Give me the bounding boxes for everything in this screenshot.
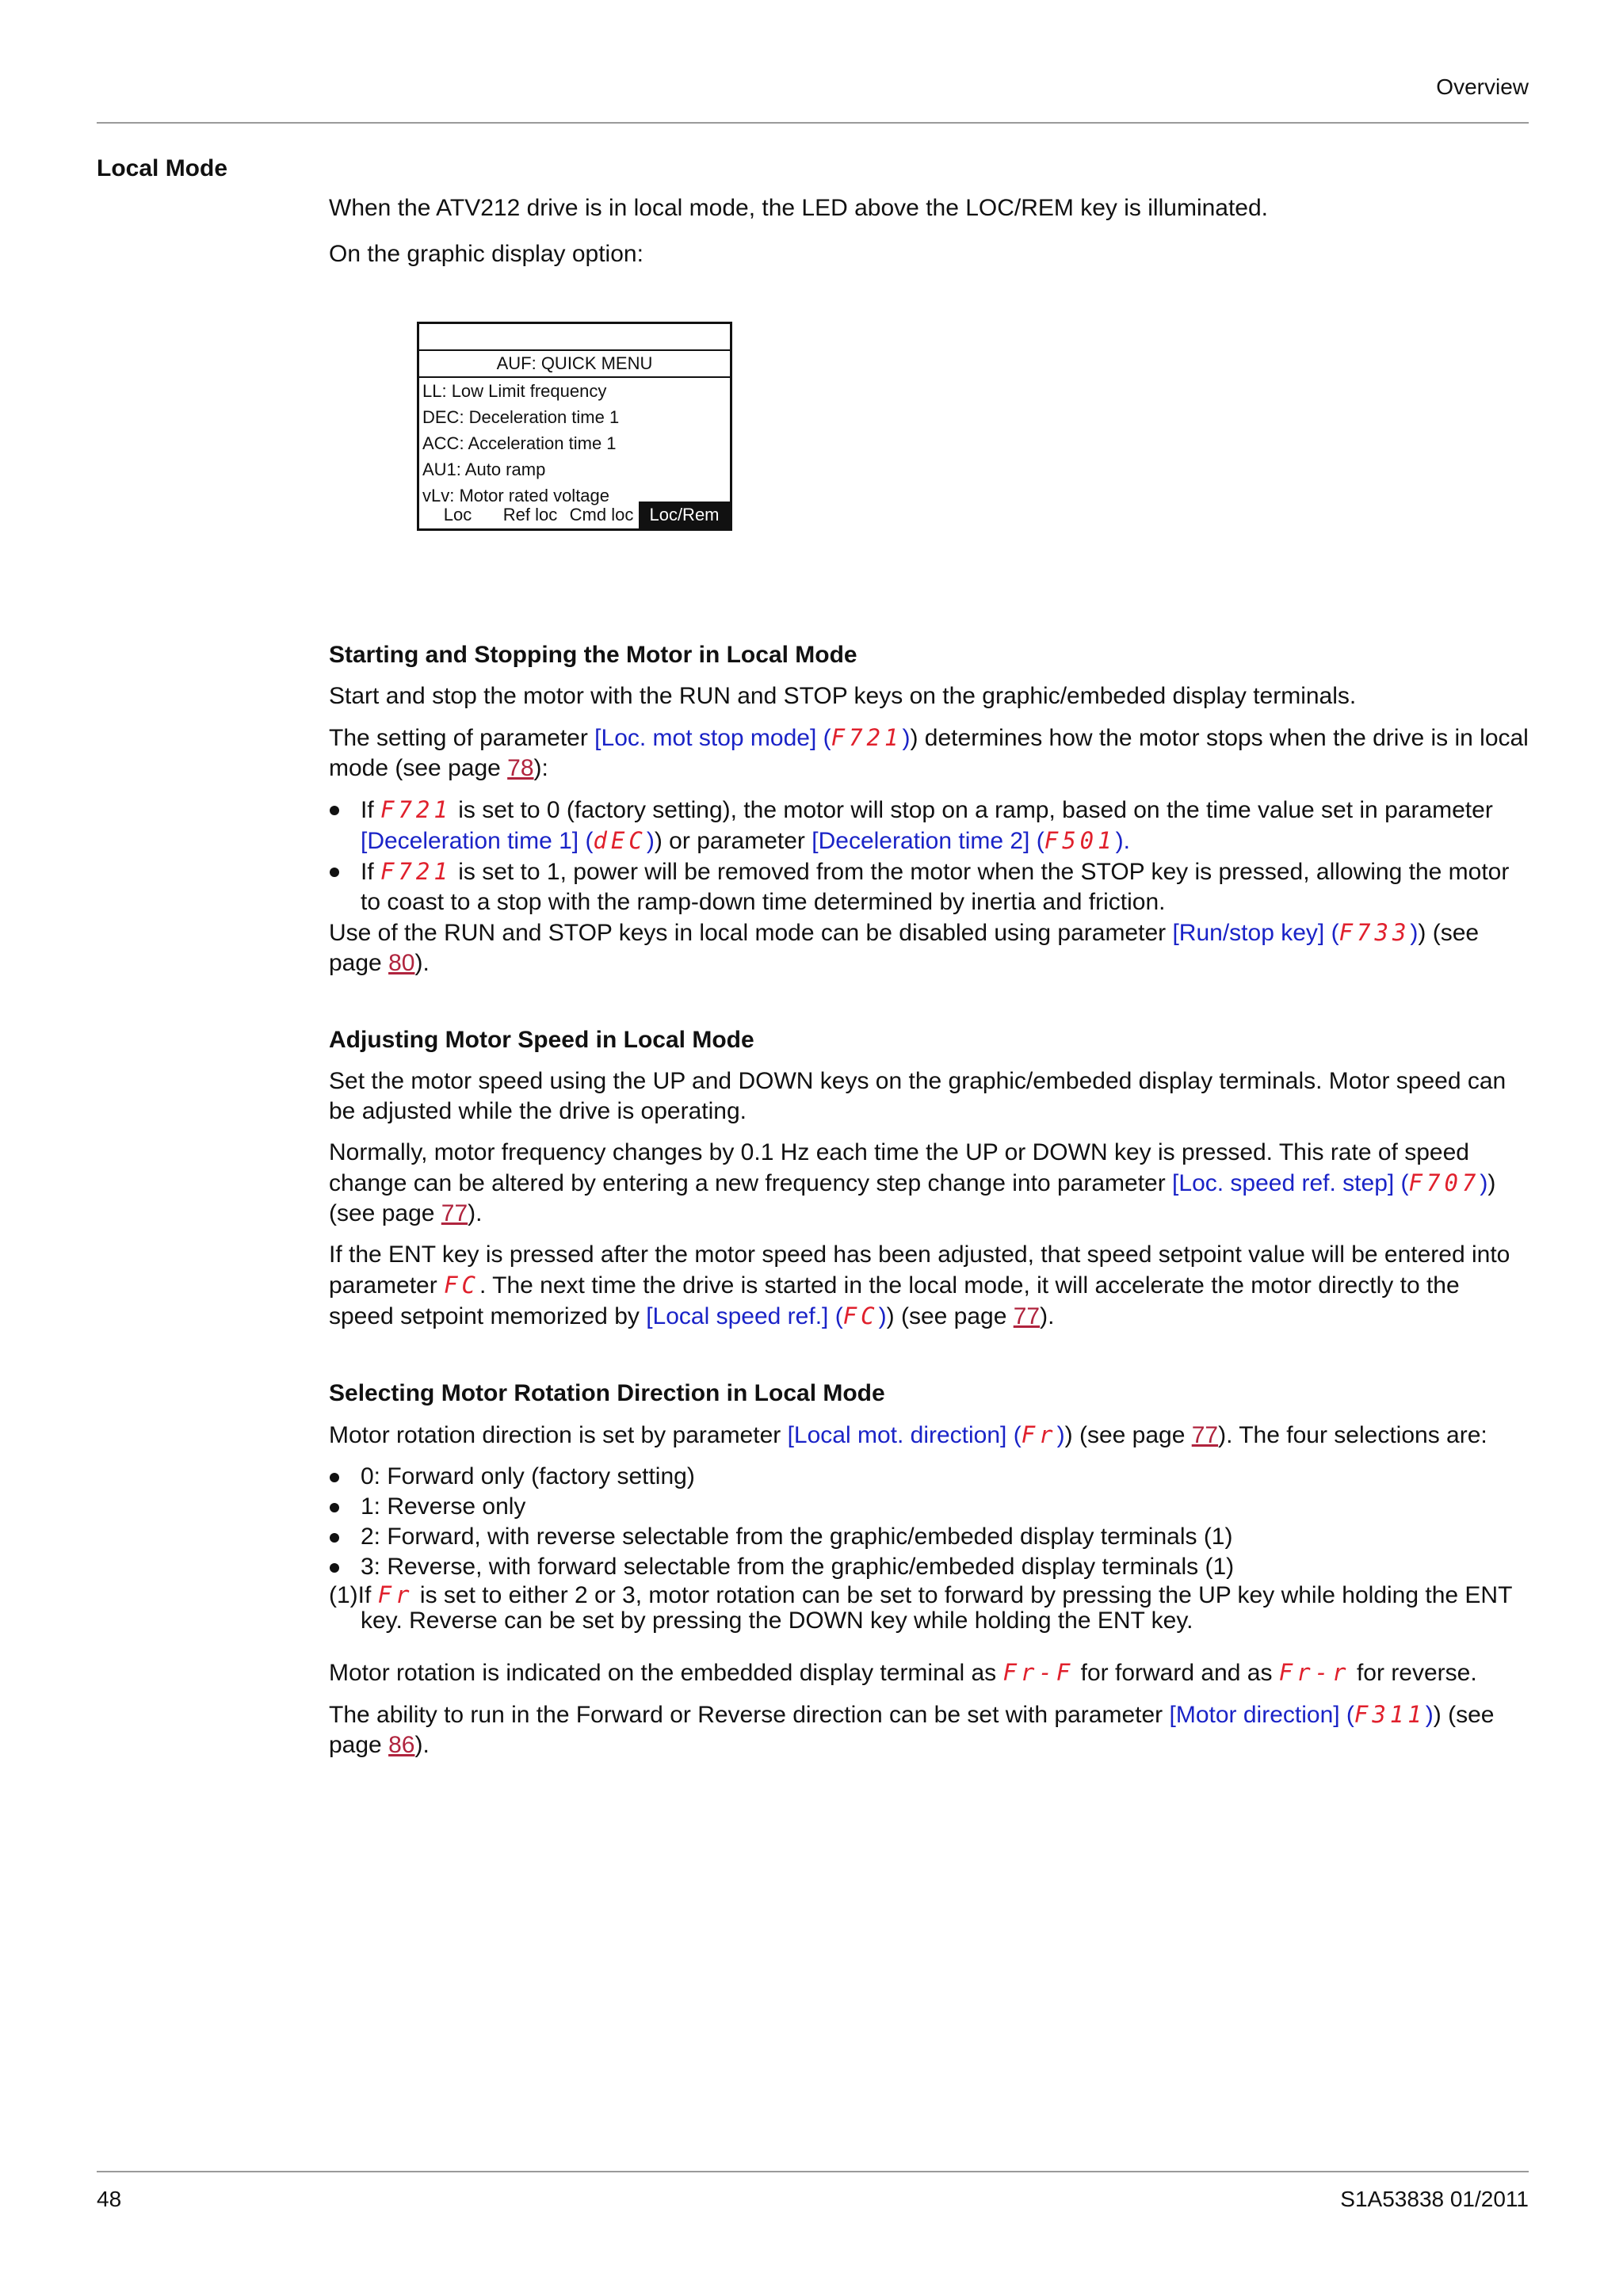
section-title-local-mode: Local Mode	[97, 155, 228, 181]
paragraph-speed-step: Normally, motor frequency changes by 0.1 Hz each time the UP or DOWN key is pressed. This rate of speed change can be altered by entering a new frequency step change into parameter [Loc. speed ref. step] (F707)) (see page 77).	[329, 1139, 1496, 1226]
local-mode-intro	[329, 193, 1529, 269]
footnote: (1)If Fr is set to either 2 or 3, motor rotation can be set to forward by pressing the UP key while holding the ENT key. Reverse can be set by pressing the DOWN key while holding the ENT key.	[329, 1581, 1512, 1634]
list-item: 0: Forward only (factory setting)	[329, 1462, 1529, 1492]
paragraph-direction-param: Motor rotation direction is set by parameter [Local mot. direction] (Fr)) (see page 77). The four selections are:	[329, 1421, 1487, 1448]
paragraph-motor-direction: The ability to run in the Forward or Reverse direction can be set with parameter [Motor direction] (F311)) (see page 86).	[329, 1701, 1495, 1758]
display-footer-loc: Loc	[443, 505, 472, 524]
display-footer-bar	[419, 502, 730, 528]
footer-rule	[97, 2171, 1529, 2172]
parameter-code: F721	[380, 796, 452, 823]
heading-starting-stopping: Starting and Stopping the Motor in Local Mode	[329, 642, 857, 668]
heading-adjusting-speed: Adjusting Motor Speed in Local Mode	[329, 1027, 754, 1053]
footer-doc-reference: S1A53838 01/2011	[1340, 2187, 1529, 2211]
paragraph: Start and stop the motor with the RUN and STOP keys on the graphic/embeded display terminals.	[329, 683, 1357, 709]
parameter-link[interactable]: [Local mot. direction]	[787, 1422, 1007, 1448]
parameter-code: F733	[1338, 919, 1411, 946]
stop-mode-list	[329, 795, 1529, 917]
section-adjusting-speed	[329, 1025, 1529, 1332]
paragraph-direction-indication: Motor rotation is indicated on the embedded display terminal as Fr-F for forward and as Fr-r for reverse.	[329, 1659, 1477, 1686]
parameter-code: Fr-F	[1002, 1659, 1075, 1686]
parameter-code: Fr	[377, 1581, 414, 1608]
graphic-option-paragraph: On the graphic display option:	[329, 241, 643, 267]
list-item: 2: Forward, with reverse selectable from the graphic/embeded display terminals (1)	[329, 1522, 1529, 1552]
page-link[interactable]: 86	[388, 1732, 415, 1758]
parameter-code: dEC	[593, 827, 647, 854]
section-starting-stopping	[329, 640, 1529, 978]
paragraph-stop-mode: The setting of parameter [Loc. mot stop mode] (F721)) determines how the motor stops when the drive is in local mode (see page 78):	[329, 724, 1529, 781]
display-menu-row: DEC: Deceleration time 1	[422, 407, 620, 427]
list-item: 1: Reverse only	[329, 1492, 1529, 1522]
parameter-code: Fr-r	[1278, 1659, 1350, 1686]
display-menu-row: ACC: Acceleration time 1	[422, 433, 617, 453]
paragraph-run-stop-key: Use of the RUN and STOP keys in local mode can be disabled using parameter [Run/stop key] (F733)) (see page 80).	[329, 919, 1480, 976]
parameter-link[interactable]: [Loc. speed ref. step]	[1172, 1170, 1395, 1196]
page-link[interactable]: 78	[507, 755, 534, 781]
display-menu-row: vLv: Motor rated voltage	[422, 486, 610, 505]
intro-paragraph: When the ATV212 drive is in local mode, the LED above the LOC/REM key is illuminated.	[329, 195, 1269, 221]
display-menu-row: LL: Low Limit frequency	[422, 381, 607, 401]
display-menu-title: AUF: QUICK MENU	[419, 351, 730, 378]
display-menu-row: AU1: Auto ramp	[422, 460, 546, 479]
parameter-link[interactable]: [Deceleration time 2]	[812, 828, 1030, 854]
parameter-link[interactable]: [Run/stop key]	[1172, 920, 1325, 946]
display-status-bar	[419, 324, 730, 351]
graphic-display-panel	[417, 322, 732, 531]
parameter-link[interactable]: [Motor direction]	[1169, 1702, 1340, 1728]
parameter-link[interactable]: [Deceleration time 1]	[361, 828, 579, 854]
display-footer-cmd-loc: Cmd loc	[569, 505, 634, 524]
direction-options-list	[329, 1462, 1529, 1582]
paragraph-speed-setpoint: If the ENT key is pressed after the motor speed has been adjusted, that speed setpoint value will be entered into parameter FC. The next time the drive is started in the local mode, it will accelerate the motor directly to the speed setpoint memorized by [Local speed ref.] (FC)) (see page 77).	[329, 1241, 1510, 1329]
parameter-code: FC	[444, 1272, 479, 1299]
parameter-link[interactable]: [Loc. mot stop mode]	[594, 725, 817, 751]
parameter-code: F311	[1354, 1701, 1426, 1728]
header-section-title: Overview	[1436, 74, 1529, 99]
parameter-code: FC	[842, 1302, 879, 1329]
parameter-code: Fr	[1021, 1421, 1057, 1448]
list-item: 3: Reverse, with forward selectable from the graphic/embeded display terminals (1)	[329, 1552, 1529, 1582]
parameter-code: F707	[1408, 1169, 1480, 1196]
parameter-code: F501	[1044, 827, 1116, 854]
footer-page-number: 48	[97, 2187, 122, 2211]
page-link[interactable]: 77	[1013, 1303, 1041, 1329]
section-rotation-direction	[329, 1379, 1529, 1760]
parameter-link[interactable]: [Local speed ref.]	[646, 1303, 829, 1329]
list-item: If F721 is set to 1, power will be removed from the motor when the STOP key is pressed, allowing the motor to coast to a stop with the ramp-down time determined by inertia and friction.	[329, 856, 1529, 917]
page-link[interactable]: 80	[388, 950, 415, 976]
page-link[interactable]: 77	[441, 1200, 468, 1226]
header-rule	[97, 122, 1529, 124]
heading-rotation-direction: Selecting Motor Rotation Direction in Local Mode	[329, 1380, 885, 1406]
display-footer-ref-loc: Ref loc	[502, 505, 558, 524]
list-item: If F721 is set to 0 (factory setting), the motor will stop on a ramp, based on the time value set in parameter [Deceleration time 1] (dEC)) or parameter [Deceleration time 2] (F501).	[329, 795, 1529, 856]
parameter-code: F721	[380, 858, 452, 885]
display-footer-loc-rem: Loc/Rem	[639, 502, 730, 528]
page-link[interactable]: 77	[1191, 1422, 1219, 1448]
parameter-code: F721	[831, 724, 903, 751]
paragraph: Set the motor speed using the UP and DOWN keys on the graphic/embeded display terminals. Motor speed can be adjusted while the drive is operating.	[329, 1068, 1507, 1124]
